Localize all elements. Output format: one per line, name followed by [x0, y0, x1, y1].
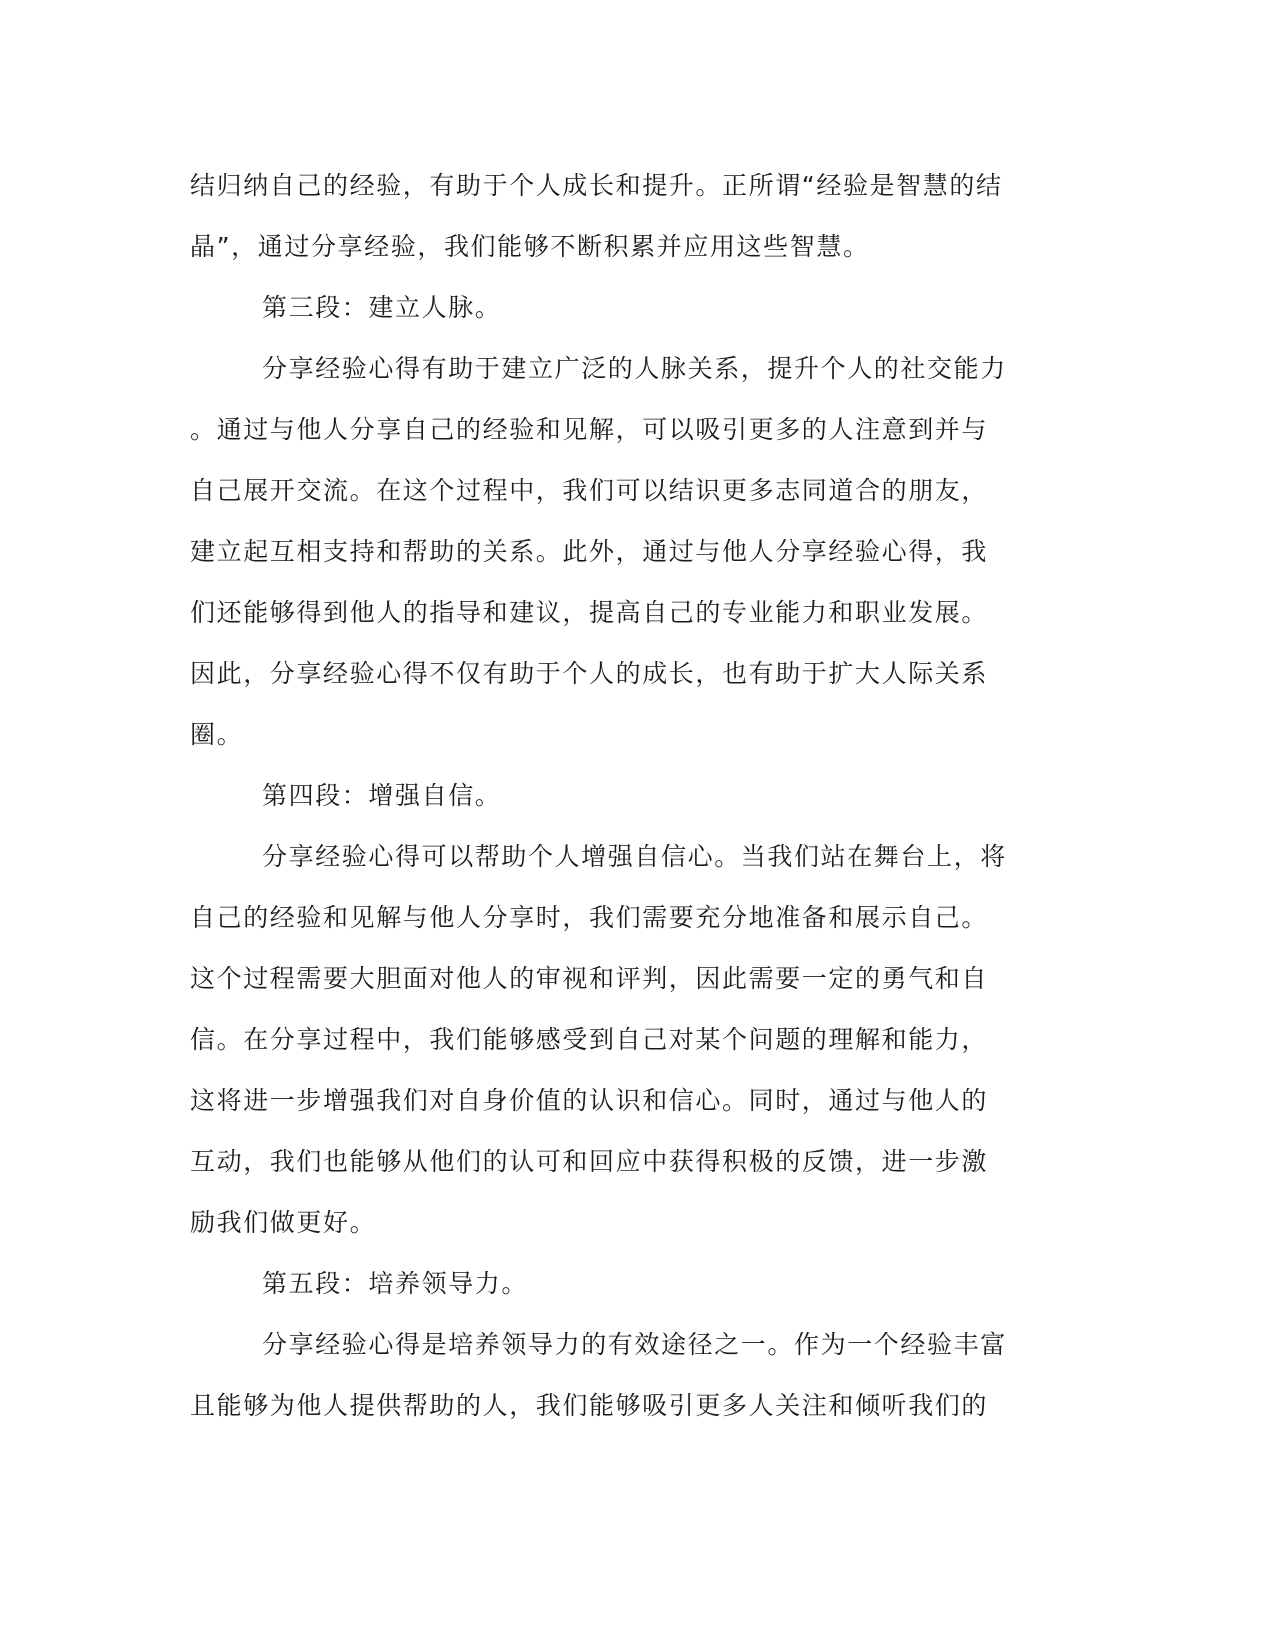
text-line: 且能够为他人提供帮助的人，我们能够吸引更多人关注和倾听我们的	[190, 1391, 989, 1420]
text-line: 建立起互相支持和帮助的关系。此外，通过与他人分享经验心得，我	[190, 537, 989, 566]
text-line: 这将进一步增强我们对自身价值的认识和信心。同时，通过与他人的	[190, 1086, 989, 1115]
paragraph-first-line: 分享经验心得有助于建立广泛的人脉关系，提升个人的社交能力	[262, 354, 1007, 383]
section-heading: 第四段：增强自信。	[262, 781, 502, 810]
text-line: 因此，分享经验心得不仅有助于个人的成长，也有助于扩大人际关系	[190, 659, 989, 688]
body-text	[190, 155, 1080, 1436]
text-line: 。通过与他人分享自己的经验和见解，可以吸引更多的人注意到并与	[190, 415, 989, 444]
text-line: 这个过程需要大胆面对他人的审视和评判，因此需要一定的勇气和自	[190, 964, 989, 993]
text-line: 自己的经验和见解与他人分享时，我们需要充分地准备和展示自己。	[190, 903, 989, 932]
text-line: 自己展开交流。在这个过程中，我们可以结识更多志同道合的朋友，	[190, 476, 989, 505]
text-line: 励我们做更好。	[190, 1208, 377, 1237]
section-heading: 第三段：建立人脉。	[262, 293, 502, 322]
text-line: 圈。	[190, 720, 244, 749]
text-line: 们还能够得到他人的指导和建议，提高自己的专业能力和职业发展。	[190, 598, 989, 627]
text-line: 结归纳自己的经验，有助于个人成长和提升。正所谓“经验是智慧的结	[190, 171, 1003, 200]
section-heading: 第五段：培养领导力。	[262, 1269, 529, 1298]
text-line: 互动，我们也能够从他们的认可和回应中获得积极的反馈，进一步激	[190, 1147, 989, 1176]
paragraph-first-line: 分享经验心得是培养领导力的有效途径之一。作为一个经验丰富	[262, 1330, 1007, 1359]
text-line: 信。在分享过程中，我们能够感受到自己对某个问题的理解和能力，	[190, 1025, 989, 1054]
paragraph-first-line: 分享经验心得可以帮助个人增强自信心。当我们站在舞台上，将	[262, 842, 1007, 871]
text-line: 晶”，通过分享经验，我们能够不断积累并应用这些智慧。	[190, 232, 870, 261]
